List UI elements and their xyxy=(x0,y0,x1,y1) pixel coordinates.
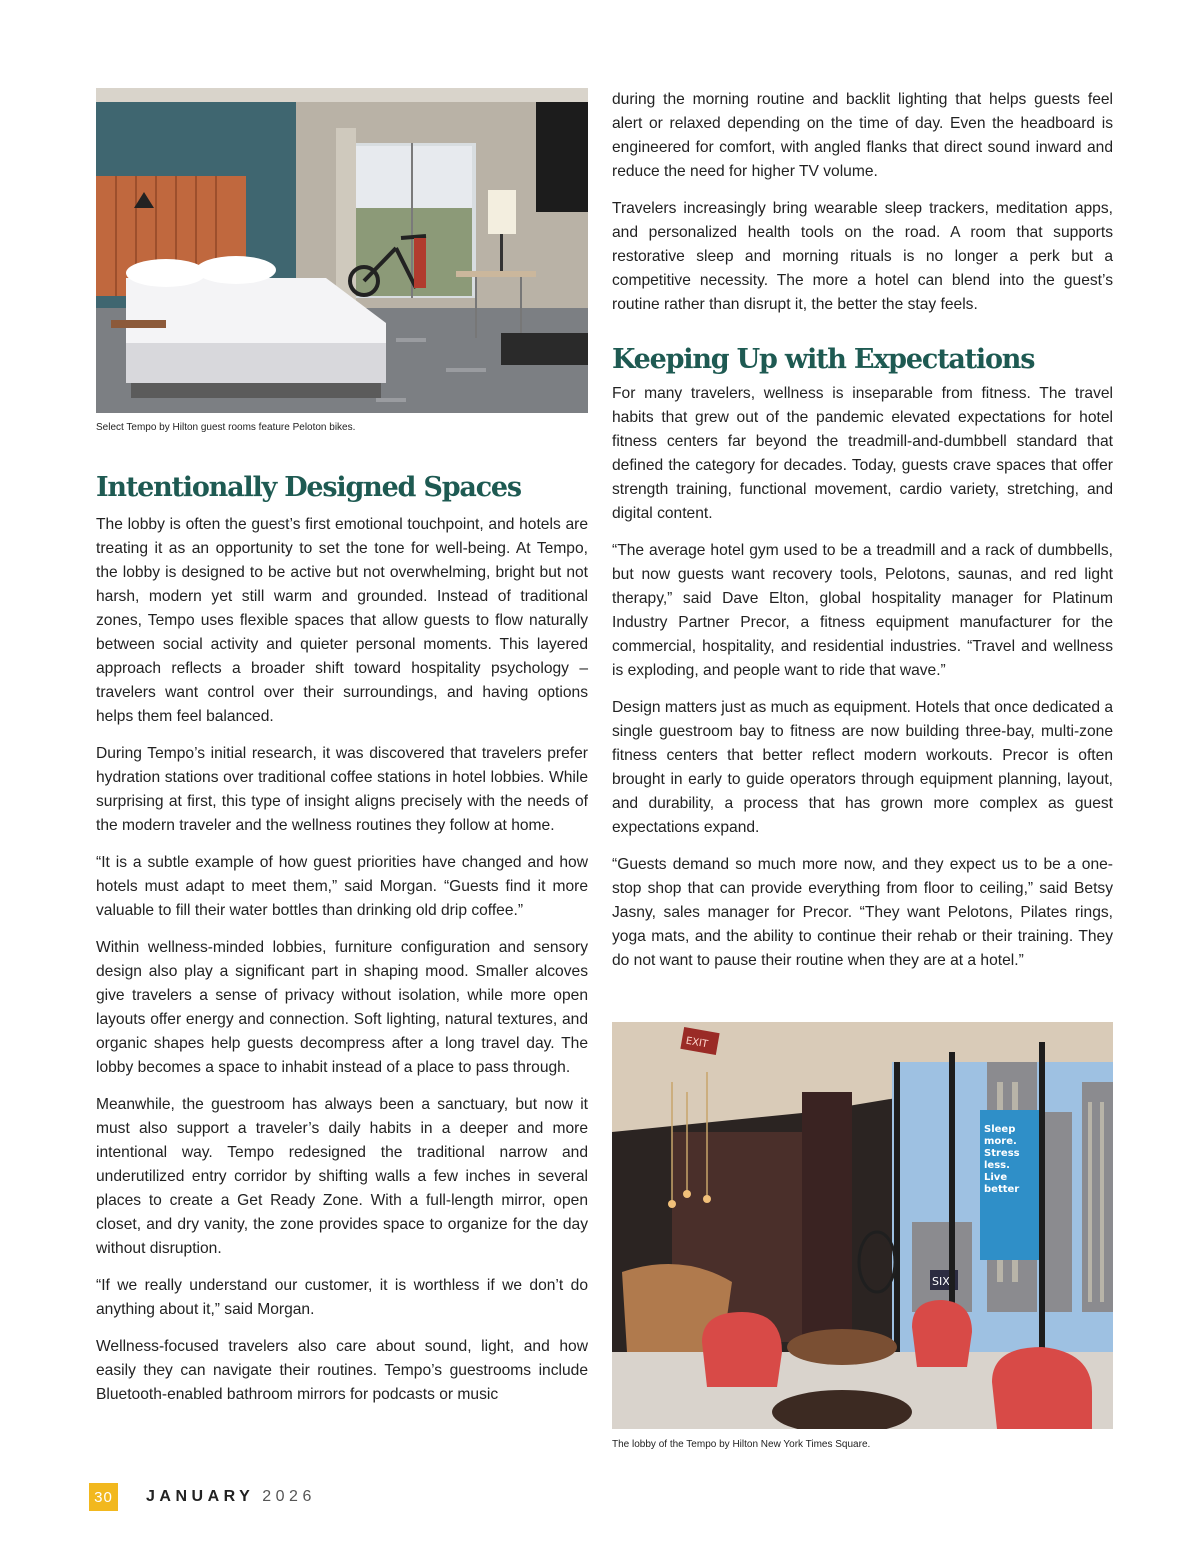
billboard-text: Sleep xyxy=(984,1124,1016,1135)
paragraph: “It is a subtle example of how guest priorities have changed and how hotels must adapt to meet them,” said Morgan. “Guests find it more valuable to fill their water bottles than drinking old drip coffee.” xyxy=(96,854,588,919)
lobby-photo xyxy=(612,1022,1113,1429)
paragraph: For many travelers, wellness is inseparable from fitness. The travel habits that grew out of the pandemic elevated expectations for hotel fitness centers far beyond the treadmill-and-dumbbell standard that defined the category for decades. Today, guests crave spaces that offer strength training, functional movement, cardio variety, stretching, and digital content. xyxy=(612,385,1113,522)
lobby-illustration xyxy=(612,1022,1113,1429)
paragraph: The lobby is often the guest’s first emotional touchpoint, and hotels are treating it as an opportunity to set the tone for well-being. At Tempo, the lobby is designed to be active but not overwhelming, bright but not harsh, modern yet still warm and grounded. Instead of traditional zones, Tempo uses flexible spaces that allow guests to flow naturally between social activity and quieter personal moments. This layered approach reflects a broader shift toward hospitality psychology – travelers want control over their surroundings, and having options helps them feel balanced. xyxy=(96,516,588,725)
issue-year: 2026 xyxy=(262,1488,316,1505)
paragraph: “If we really understand our customer, it is worthless if we don’t do anything about it,” said Morgan. xyxy=(96,1277,588,1318)
section-heading-keeping-up-with-expectations: Keeping Up with Expectations xyxy=(612,344,1035,375)
billboard-text: better xyxy=(984,1184,1020,1195)
lobby-photo-caption: The lobby of the Tempo by Hilton New York Times Square. xyxy=(612,1439,871,1450)
paragraph: Meanwhile, the guestroom has always been a sanctuary, but now it must also support a traveler’s daily habits in a deeper and more intentional way. Tempo redesigned the traditional narrow and underutilized entry corridor by shifting walls a few inches in several places to create a Get Ready Zone. With a full-length mirror, open closet, and dry vanity, the zone provides space to organize for the day without disruption. xyxy=(96,1096,588,1257)
right-body-text xyxy=(612,382,1113,973)
paragraph: “Guests demand so much more now, and they expect us to be a one-stop shop that can provide everything from floor to ceiling,” said Betsy Jasny, sales manager for Precor. “They want Pelotons, Pilates rings, yoga mats, and the ability to continue their rehab or their training. They do not want to pause their routine when they are at a hotel.” xyxy=(612,856,1113,969)
exit-sign-text: EXIT xyxy=(684,1035,709,1051)
paragraph: Design matters just as much as equipment. Hotels that once dedicated a single guestroom bay to fitness are now building three-bay, multi-zone fitness centers that better reflect modern workouts. Precor is often brought in early to guide operators through equipment planning, layout, and durability, a process that has grown more complex as guest expectations expand. xyxy=(612,699,1114,836)
section-heading-intentionally-designed-spaces: Intentionally Designed Spaces xyxy=(96,472,521,503)
paragraph: Travelers increasingly bring wearable sleep trackers, meditation apps, and personalized health tools on the road. A room that supports restorative sleep and morning rituals is no longer a perk but a competitive necessity. The more a hotel can blend into the guest’s routine rather than disrupt it, the better the stay feels. xyxy=(612,200,1113,313)
billboard-text: more. xyxy=(984,1136,1017,1147)
right-column xyxy=(612,88,1113,986)
billboard-text: less. xyxy=(984,1160,1010,1171)
issue-date xyxy=(146,1488,316,1506)
page-footer xyxy=(89,1483,316,1511)
billboard-text: Live xyxy=(984,1172,1008,1183)
left-body-text xyxy=(96,513,588,1407)
paragraph: “The average hotel gym used to be a treadmill and a rack of dumbbells, but now guests want recovery tools, Pelotons, saunas, and red light therapy,” said Dave Elton, global hospitality manager for Platinum Industry Partner Precor, a fitness equipment manufacturer for the commercial, hospitality, and residential industries. “Travel and wellness is exploding, and people want to ride that wave.” xyxy=(612,542,1113,679)
issue-month: JANUARY xyxy=(146,1488,255,1505)
billboard-text: Stress xyxy=(984,1148,1020,1159)
left-column xyxy=(96,88,588,1420)
page-number: 30 xyxy=(89,1483,118,1511)
six-sign-text: SIX xyxy=(932,1275,950,1288)
guestroom-photo xyxy=(96,88,588,413)
guestroom-illustration xyxy=(96,88,588,413)
paragraph: Wellness-focused travelers also care about sound, light, and how easily they can navigate their routines. Tempo’s guestrooms include Bluetooth-enabled bathroom mirrors for podcasts or music xyxy=(96,1338,588,1403)
paragraph: during the morning routine and backlit lighting that helps guests feel alert or relaxed depending on the time of day. Even the headboard is engineered for comfort, with angled flanks that direct sound inward and reduce the need for higher TV volume. xyxy=(612,91,1113,180)
paragraph: Within wellness-minded lobbies, furniture configuration and sensory design also play a significant part in shaping mood. Smaller alcoves give travelers a sense of privacy without isolation, while more open layouts offer energy and connection. Soft lighting, natural textures, and organic shapes help guests decompress after a long travel day. The lobby becomes a space to inhabit instead of a place to pass through. xyxy=(96,939,588,1076)
guestroom-photo-caption: Select Tempo by Hilton guest rooms feature Peloton bikes. xyxy=(96,422,356,433)
paragraph: During Tempo’s initial research, it was discovered that travelers prefer hydration stations over traditional coffee stations in hotel lobbies. While surprising at first, this type of insight aligns precisely with the needs of the modern traveler and the wellness routines they follow at home. xyxy=(96,745,588,834)
